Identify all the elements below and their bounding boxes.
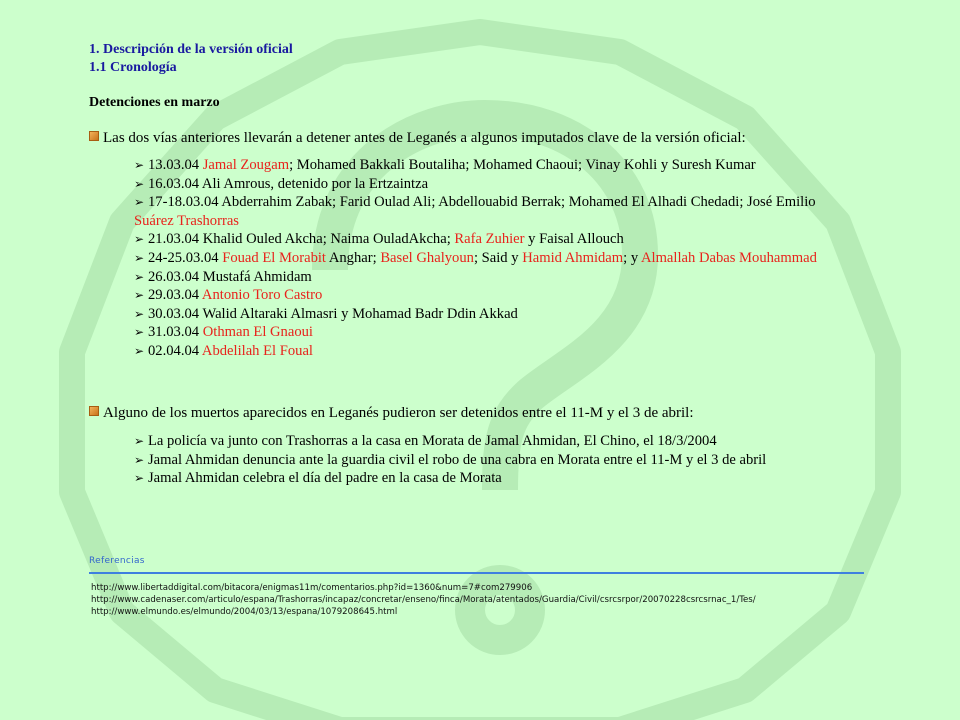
square-bullet-icon	[89, 406, 99, 416]
arrest-date: 21.03.04	[148, 231, 200, 248]
reference-link[interactable]: http://www.cadenaser.com/articulo/espana/Trashorras/incapaz/concretar/enseno/finca/Morata/atentados/Guardia/Civil/csrcsrpor/20070228csrcsrnac_1/Tes/	[91, 595, 756, 605]
list-item	[134, 451, 894, 470]
arrest-name: y Faisal Allouch	[524, 231, 624, 248]
arrest-name: Abderrahim Zabak; Farid Oulad Ali; Abdellouabid Berrak; Mohamed El Alhadi Chedadi; José Emilio	[221, 194, 816, 211]
arrest-name: Walid Altaraki Almasri y Mohamad Badr Ddin Akkad	[202, 305, 518, 322]
arrest-date: 24-25.03.04	[148, 249, 219, 266]
arrests-list	[134, 156, 894, 361]
arrest-name: Almallah Dabas Mouhammad	[640, 249, 817, 266]
arrow-bullet-icon: ➢	[134, 250, 145, 265]
arrest-name: Mustafá Ahmidam	[202, 268, 312, 285]
intro-text: Las dos vías anteriores llevarán a detener antes de Leganés a algunos imputados clave de la versión oficial:	[103, 130, 746, 146]
arrow-bullet-icon: ➢	[134, 232, 145, 247]
square-bullet-icon	[89, 131, 99, 141]
list-item	[134, 156, 894, 175]
arrest-name: ; y	[623, 249, 641, 266]
arrest-name: Suárez Trashorras	[134, 212, 239, 229]
list-item	[134, 469, 894, 488]
arrest-name: Basel Ghalyoun	[380, 249, 474, 266]
list-item	[134, 305, 894, 324]
arrest-name: Hamid Ahmidam	[522, 249, 624, 266]
facts-list	[134, 432, 894, 488]
list-item	[134, 175, 894, 194]
arrow-bullet-icon: ➢	[134, 176, 145, 191]
arrest-name: Jamal Zougam	[202, 157, 290, 173]
arrest-name: Anghar;	[325, 249, 381, 266]
arrest-name: ; Said y	[473, 249, 523, 266]
arrest-name: Abdelilah El Foual	[201, 342, 313, 359]
arrest-date: 26.03.04	[148, 268, 200, 285]
arrow-bullet-icon: ➢	[134, 195, 145, 210]
section-heading: 1. Descripción de la versión oficial	[89, 42, 293, 57]
references-label: Referencias	[89, 556, 145, 566]
arrest-date: 02.04.04	[148, 342, 200, 359]
list-item	[134, 432, 894, 451]
arrest-date: 17-18.03.04	[148, 194, 219, 211]
arrow-bullet-icon: ➢	[134, 434, 145, 448]
fact-text: Jamal Ahmidan denuncia ante la guardia civil el robo de una cabra en Morata entre el 11-M y el 3 de abril	[148, 451, 767, 468]
list-item	[134, 268, 894, 287]
arrow-bullet-icon: ➢	[134, 158, 145, 172]
arrow-bullet-icon: ➢	[134, 452, 145, 467]
arrest-name: Ali Amrous, detenido por la Ertzaintza	[201, 175, 429, 192]
list-item	[134, 342, 894, 361]
list-item	[134, 193, 894, 230]
arrest-name: Rafa Zuhier	[454, 231, 525, 248]
arrow-bullet-icon: ➢	[134, 306, 145, 321]
arrest-name: ; Mohamed Bakkali Boutaliha; Mohamed Chaoui; Vinay Kohli y Suresh Kumar	[289, 157, 756, 173]
arrest-name: Fouad El Morabit	[222, 249, 326, 266]
intro-paragraph-leganes	[89, 403, 929, 423]
list-item	[134, 249, 894, 268]
arrest-date: 31.03.04	[148, 324, 200, 341]
intro-text: Alguno de los muertos aparecidos en Leganés pudieron ser detenidos entre el 11-M y el 3 de abril:	[103, 405, 694, 421]
arrow-bullet-icon: ➢	[134, 269, 145, 284]
arrest-date: 30.03.04	[148, 305, 200, 322]
references-list	[91, 582, 756, 618]
arrow-bullet-icon: ➢	[134, 343, 145, 358]
reference-link[interactable]: http://www.libertaddigital.com/bitacora/enigmas11m/comentarios.php?id=1360&num=7#com279906	[91, 583, 533, 593]
arrest-date: 16.03.04	[148, 175, 200, 192]
subsection-heading: 1.1 Cronología	[89, 60, 177, 75]
list-item	[134, 323, 894, 342]
reference-link[interactable]: http://www.elmundo.es/elmundo/2004/03/13/espana/1079208645.html	[91, 607, 398, 617]
arrow-bullet-icon: ➢	[134, 325, 145, 340]
subtitle: Detenciones en marzo	[89, 95, 220, 110]
arrow-bullet-icon: ➢	[134, 471, 145, 486]
references-divider	[89, 572, 864, 574]
arrest-name: Khalid Ouled Akcha; Naima OuladAkcha;	[202, 231, 455, 248]
arrest-date: 13.03.04	[148, 157, 200, 173]
fact-text: Jamal Ahmidan celebra el día del padre en la casa de Morata	[148, 470, 502, 487]
arrest-date: 29.03.04	[148, 287, 200, 304]
arrest-name: Othman El Gnaoui	[202, 324, 313, 341]
arrow-bullet-icon: ➢	[134, 288, 145, 303]
intro-paragraph-arrests	[89, 128, 929, 148]
arrest-name: Antonio Toro Castro	[201, 287, 323, 304]
list-item	[134, 286, 894, 305]
list-item	[134, 230, 894, 249]
fact-text: La policía va junto con Trashorras a la casa en Morata de Jamal Ahmidan, El Chino, el 18/3/2004	[148, 433, 717, 449]
